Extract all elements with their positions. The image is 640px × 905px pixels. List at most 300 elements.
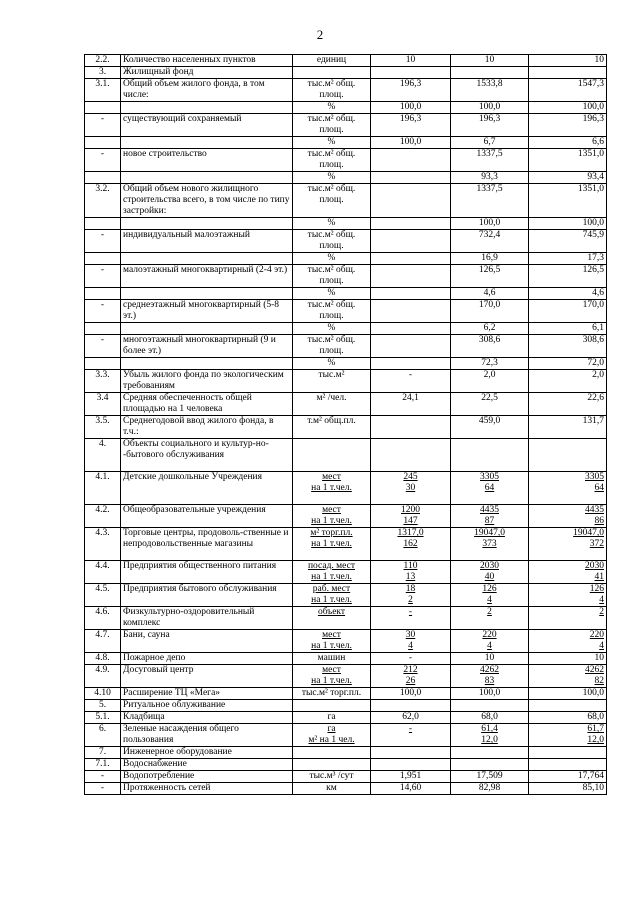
cell-v2 [451,747,529,759]
cell-v3 [529,759,607,771]
cell-v1 [371,416,451,439]
cell-unit-bottom: на 1 т.чел. [311,483,352,493]
cell-num: 4.6. [85,607,121,630]
cell-num: 4.1. [85,472,121,505]
cell-unit: % [293,253,371,265]
cell-v2-bottom: 4 [487,641,492,651]
page-number: 2 [316,27,324,42]
cell-v3 [529,67,607,79]
cell-v3-bottom: 82 [594,676,604,686]
cell-v2: 6,7 [451,137,529,149]
cell-unit: единиц [293,55,371,67]
cell-v2-top: 3305 [480,472,499,482]
cell-v1 [371,218,451,230]
cell-name: Общеобразовательные учреждения [121,505,293,528]
cell-v1: 62,0 [371,712,451,724]
cell-unit: тыс.м³ /сут [293,771,371,783]
cell-num: 4.10 [85,688,121,700]
cell-name: Общий объем нового жилищного строительства всего, в том числе по типу застройки: [121,184,293,218]
cell-v1 [371,700,451,712]
cell-v2-top: 126 [482,584,497,594]
cell-num: 3.3. [85,370,121,393]
cell-v2 [451,607,529,630]
cell-v3 [529,665,607,688]
cell-v1: 100,0 [371,688,451,700]
table-row [85,783,607,795]
table-row [85,561,607,584]
cell-name: Зеленые насаждения общего пользования [121,724,293,747]
cell-v2: 100,0 [451,218,529,230]
cell-unit-bottom: на 1 т.чел. [311,516,352,526]
table-row [85,172,607,184]
cell-unit [293,505,371,528]
table-row [85,323,607,335]
cell-v2: 17,509 [451,771,529,783]
table-row [85,688,607,700]
cell-v2-top: 2030 [480,561,499,571]
cell-v2: 2,0 [451,370,529,393]
cell-name [121,218,293,230]
cell-name: Убыль жилого фонда по экологическим требованиям [121,370,293,393]
cell-num: 3.4 [85,393,121,416]
cell-name [121,172,293,184]
cell-name: среднеэтажный многоквартирный (5-8 эт.) [121,300,293,323]
cell-num [85,218,121,230]
cell-unit-top: объект [317,607,346,617]
cell-unit: тыс.м² общ. площ. [293,335,371,358]
cell-v3-top: 2 [599,607,604,617]
cell-v1 [371,265,451,288]
cell-v1-bottom: 4 [408,641,413,651]
table-row [85,472,607,505]
cell-unit: % [293,218,371,230]
cell-unit: тыс.м² общ. площ. [293,149,371,172]
cell-unit: тыс.м² общ. площ. [293,230,371,253]
table-row [85,335,607,358]
cell-v3-bottom: 64 [594,483,604,493]
table-row [85,724,607,747]
cell-num: 4.5. [85,584,121,607]
cell-v2: 170,0 [451,300,529,323]
cell-unit-top: раб. мест [312,584,351,594]
cell-unit: % [293,288,371,300]
table-row [85,67,607,79]
cell-unit: % [293,358,371,370]
cell-v2: 100,0 [451,102,529,114]
cell-num [85,253,121,265]
cell-v3-top: 220 [589,630,604,640]
cell-v3-top: 3305 [585,472,604,482]
cell-v1 [371,665,451,688]
cell-v2-bottom: 87 [484,516,495,526]
cell-num [85,288,121,300]
cell-v3: 68,0 [529,712,607,724]
table-row [85,630,607,653]
cell-name: Детские дошкольные Учреждения [121,472,293,505]
table-row [85,653,607,665]
cell-v2-bottom: 373 [482,539,497,549]
cell-v3: 1351,0 [529,149,607,172]
cell-v2-top: 2 [487,607,492,617]
cell-v1 [371,253,451,265]
cell-name: Протяженность сетей [121,783,293,795]
cell-name [121,358,293,370]
cell-unit: тыс.м² торг.пл. [293,688,371,700]
cell-unit [293,665,371,688]
cell-v2-top: 19047,0 [474,528,505,538]
cell-num: 2.2. [85,55,121,67]
cell-v3: 2,0 [529,370,607,393]
cell-name: многоэтажный многоквартирный (9 и более эт.) [121,335,293,358]
cell-v3: 6,6 [529,137,607,149]
table-row [85,607,607,630]
cell-name: Средняя обеспеченность общей площадью на 1 человека [121,393,293,416]
cell-v1 [371,230,451,253]
cell-v2 [451,759,529,771]
cell-v1 [371,561,451,584]
cell-v3: 100,0 [529,102,607,114]
cell-unit [293,561,371,584]
table-row [85,759,607,771]
cell-num [85,102,121,114]
cell-num [85,172,121,184]
cell-v2: 459,0 [451,416,529,439]
cell-unit-top: м² торг.пл. [310,528,353,538]
cell-name: Ритуальное облуживание [121,700,293,712]
cell-unit-top: га [327,724,336,734]
cell-name: Водопотребление [121,771,293,783]
table-row [85,584,607,607]
table-row [85,665,607,688]
cell-v2-top: 4262 [480,665,499,675]
cell-unit [293,528,371,561]
cell-v3 [529,724,607,747]
cell-v2: 196,3 [451,114,529,137]
cell-v2 [451,505,529,528]
cell-unit-bottom: на 1 т.чел. [311,539,352,549]
cell-v1: - [371,653,451,665]
cell-v3: 17,3 [529,253,607,265]
cell-v3: 196,3 [529,114,607,137]
cell-num: 4.9. [85,665,121,688]
cell-v3 [529,561,607,584]
cell-name: Торговые центры, продоволь-ственные и непродовольственные магазины [121,528,293,561]
cell-name: существующий сохраняемый [121,114,293,137]
cell-v3: 22,6 [529,393,607,416]
cell-name: Общий объем жилого фонда, в том числе: [121,79,293,102]
cell-name: Расширение ТЦ «Мега» [121,688,293,700]
cell-num: 7.1. [85,759,121,771]
cell-v1-bottom: 162 [403,539,418,549]
cell-v3: 100,0 [529,218,607,230]
cell-num: 4.4. [85,561,121,584]
cell-v2 [451,528,529,561]
cell-unit: % [293,323,371,335]
cell-v1-top: - [408,607,413,617]
table-row [85,771,607,783]
cell-v3: 126,5 [529,265,607,288]
cell-name [121,102,293,114]
cell-unit-bottom: на 1 т.чел. [311,641,352,651]
cell-v2-top: 220 [482,630,497,640]
table-row [85,358,607,370]
cell-v1: 1,951 [371,771,451,783]
cell-num: - [85,265,121,288]
cell-num: - [85,771,121,783]
cell-v3 [529,630,607,653]
cell-v3: 100,0 [529,688,607,700]
table-row [85,505,607,528]
cell-v2: 16,9 [451,253,529,265]
cell-num: - [85,114,121,137]
cell-unit: машин [293,653,371,665]
cell-v2: 82,98 [451,783,529,795]
cell-v3 [529,472,607,505]
cell-v2 [451,584,529,607]
cell-unit: т.м² общ.пл. [293,416,371,439]
cell-unit-top: мест [322,665,341,675]
cell-v3-top: 126 [589,584,604,594]
cell-v1 [371,528,451,561]
cell-v1 [371,335,451,358]
cell-v2-bottom: 12,0 [481,735,498,745]
cell-v1 [371,584,451,607]
cell-num [85,358,121,370]
cell-v3: 72,0 [529,358,607,370]
cell-v3 [529,700,607,712]
cell-unit: га [293,712,371,724]
cell-v1 [371,184,451,218]
cell-v3-bottom: 86 [594,516,604,526]
cell-v2: 6,2 [451,323,529,335]
cell-num: 3.1. [85,79,121,102]
table-row [85,55,607,67]
cell-name: индивидуальный малоэтажный [121,230,293,253]
cell-name: Досуговый центр [121,665,293,688]
cell-v2: 10 [451,55,529,67]
cell-v1-top: 110 [403,561,418,571]
cell-v1 [371,288,451,300]
cell-v2: 10 [451,653,529,665]
cell-num: - [85,300,121,323]
cell-v3: 170,0 [529,300,607,323]
cell-v3: 17,764 [529,771,607,783]
cell-v2: 1533,8 [451,79,529,102]
cell-unit: м² /чел. [293,393,371,416]
cell-v2-top: 61,4 [481,724,498,734]
cell-v3-bottom: 4 [599,595,604,605]
cell-num: - [85,230,121,253]
cell-v1: 100,0 [371,102,451,114]
table-row [85,253,607,265]
cell-name: Предприятия общественного питания [121,561,293,584]
cell-name [121,137,293,149]
cell-v1-bottom: 26 [405,676,416,686]
cell-v2 [451,561,529,584]
cell-unit-bottom: на 1 т.чел. [311,572,352,582]
cell-unit [293,724,371,747]
table-row [85,288,607,300]
cell-name: Кладбища [121,712,293,724]
cell-num [85,323,121,335]
cell-name: Среднегодовой ввод жилого фонда, в т.ч.: [121,416,293,439]
cell-v3-top: 61,7 [587,724,604,734]
cell-v3-bottom: 41 [594,572,604,582]
cell-v1 [371,439,451,472]
cell-num [85,137,121,149]
cell-v3: 745,9 [529,230,607,253]
table-row [85,230,607,253]
cell-v1 [371,747,451,759]
cell-v2: 1337,5 [451,184,529,218]
cell-unit [293,759,371,771]
cell-unit-bottom: на 1 т.чел. [311,595,352,605]
table-row [85,439,607,472]
cell-unit-bottom: м² на 1 чел. [308,735,355,745]
cell-num: - [85,783,121,795]
cell-name: Объекты социального и культур-но- -бытового обслуживания [121,439,293,472]
cell-unit [293,607,371,630]
cell-v3-top: 2030 [585,561,604,571]
cell-v3-top: 4262 [585,665,604,675]
cell-unit: % [293,137,371,149]
cell-v1: 24,1 [371,393,451,416]
cell-v1: 14,60 [371,783,451,795]
cell-num: 4.2. [85,505,121,528]
cell-name: малоэтажный многоквартирный (2-4 эт.) [121,265,293,288]
cell-v1 [371,67,451,79]
cell-unit [293,747,371,759]
cell-v2 [451,630,529,653]
cell-v1 [371,759,451,771]
cell-unit [293,439,371,472]
cell-unit: тыс.м² [293,370,371,393]
indicators-table-body [85,55,607,795]
cell-v2: 4,6 [451,288,529,300]
cell-unit-top: мест [322,630,341,640]
cell-v2 [451,700,529,712]
cell-v3: 1547,3 [529,79,607,102]
cell-v1 [371,149,451,172]
cell-v2: 732,4 [451,230,529,253]
cell-v1-bottom: 13 [405,572,416,582]
cell-num: 6. [85,724,121,747]
cell-v2: 93,3 [451,172,529,184]
cell-v3: 131,7 [529,416,607,439]
cell-name [121,253,293,265]
cell-v2 [451,472,529,505]
cell-unit: тыс.м² общ. площ. [293,300,371,323]
cell-num: - [85,335,121,358]
cell-v1 [371,472,451,505]
cell-name: Физкультурно-оздоровительный комплекс [121,607,293,630]
cell-v1 [371,724,451,747]
cell-num: 7. [85,747,121,759]
cell-unit-top: посад. мест [307,561,356,571]
cell-unit: тыс.м² общ. площ. [293,184,371,218]
cell-v1-top: 1200 [401,505,420,515]
cell-unit [293,472,371,505]
cell-v3: 10 [529,653,607,665]
cell-v1 [371,358,451,370]
cell-unit [293,67,371,79]
cell-num: 4.8. [85,653,121,665]
cell-num: 3.2. [85,184,121,218]
cell-unit-top: мест [322,505,341,515]
table-row [85,137,607,149]
cell-v2: 308,6 [451,335,529,358]
cell-v1-bottom: 147 [403,516,418,526]
cell-v2: 1337,5 [451,149,529,172]
cell-v2: 22,5 [451,393,529,416]
table-row [85,149,607,172]
cell-unit [293,584,371,607]
cell-name: Пожарное депо [121,653,293,665]
cell-num: 4. [85,439,121,472]
cell-v1-top: 18 [405,584,416,594]
cell-v3: 4,6 [529,288,607,300]
cell-v1-top: - [408,724,413,734]
table-row [85,700,607,712]
table-row [85,747,607,759]
cell-v2-bottom: 64 [484,483,495,493]
cell-name: Бани, сауна [121,630,293,653]
cell-name: Инженерное оборудование [121,747,293,759]
cell-unit [293,700,371,712]
cell-v2: 100,0 [451,688,529,700]
cell-v2 [451,665,529,688]
table-row [85,300,607,323]
table-row [85,528,607,561]
table-row [85,393,607,416]
cell-v1: 196,3 [371,114,451,137]
cell-v1: 100,0 [371,137,451,149]
cell-v3-bottom: 12,0 [587,735,604,745]
cell-v2-bottom: 83 [484,676,495,686]
cell-v1-bottom: 30 [405,483,416,493]
cell-v2 [451,67,529,79]
cell-v2 [451,439,529,472]
cell-v3: 85,10 [529,783,607,795]
cell-unit-bottom: на 1 т.чел. [311,676,352,686]
cell-v1-top: 212 [403,665,418,675]
cell-v2-bottom: 40 [484,572,495,582]
cell-v1-bottom: 2 [408,595,413,605]
cell-v3-bottom: 372 [589,539,604,549]
table-row [85,102,607,114]
cell-v3: 93,4 [529,172,607,184]
table-row [85,114,607,137]
cell-v3: 6,1 [529,323,607,335]
table-row [85,79,607,102]
cell-num: 3.5. [85,416,121,439]
cell-num: 5.1. [85,712,121,724]
cell-v1-top: 1317,0 [397,528,424,538]
cell-v3: 308,6 [529,335,607,358]
cell-name [121,288,293,300]
table-row [85,184,607,218]
cell-v1 [371,630,451,653]
cell-v1-top: 245 [403,472,418,482]
cell-v2: 72,3 [451,358,529,370]
cell-v1 [371,323,451,335]
indicators-table [84,54,607,795]
cell-v3 [529,584,607,607]
cell-v3 [529,528,607,561]
cell-v2: 126,5 [451,265,529,288]
cell-v1: 10 [371,55,451,67]
cell-v1: - [371,370,451,393]
